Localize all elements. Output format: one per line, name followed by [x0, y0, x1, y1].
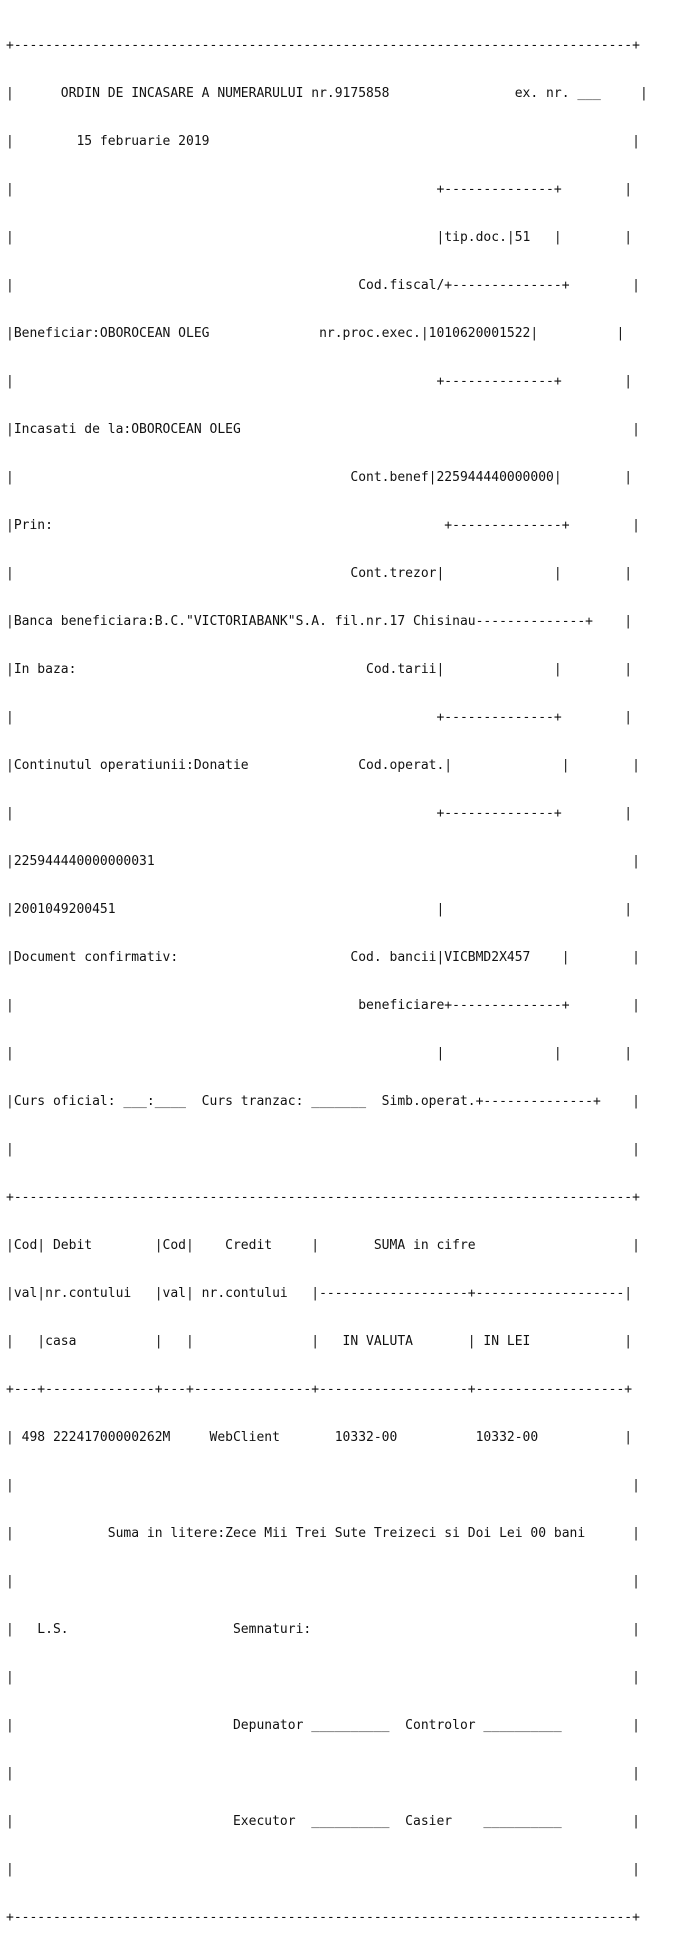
- doc-line: | |: [6, 1670, 640, 1685]
- signatures-line: | L.S. Semnaturi: |: [6, 1622, 640, 1637]
- doc-beneficiary-bank-line: | beneficiare+--------------+ |: [6, 998, 640, 1013]
- doc-line: +-------------------------------------------------------------------------------+: [6, 1190, 640, 1205]
- table-divider: +---+--------------+---+---------------+-------------------+-------------------+: [6, 1382, 633, 1397]
- doc-cont-benef-line: | Cont.benef|225944440000000| |: [6, 470, 633, 485]
- doc-account-number-line: |225944440000000031 |: [6, 854, 640, 869]
- cash-receipt-order-document: [6, 6, 648, 1942]
- amount-in-words-line: | Suma in litere:Zece Mii Trei Sute Treizeci si Doi Lei 00 bani |: [6, 1526, 640, 1541]
- executor-casier-line: | Executor __________ Casier __________ |: [6, 1814, 640, 1829]
- doc-line: | +--------------+ |: [6, 182, 633, 197]
- doc-line: | +--------------+ |: [6, 710, 633, 725]
- doc-line: | |: [6, 1862, 640, 1877]
- doc-prin-line: |Prin: +--------------+ |: [6, 518, 640, 533]
- doc-cod-fiscal-line: | Cod.fiscal/+--------------+ |: [6, 278, 640, 293]
- doc-operation-content-line: |Continutul operatiunii:Donatie Cod.operat.| | |: [6, 758, 640, 773]
- table-header-row: |val|nr.contului |val| nr.contului |-------------------+-------------------|: [6, 1286, 633, 1301]
- doc-line: | | | |: [6, 1046, 633, 1061]
- doc-bank-line: |Banca beneficiara:B.C."VICTORIABANK"S.A. fil.nr.17 Chisinau--------------+ |: [6, 614, 633, 629]
- doc-beneficiary-line: |Beneficiar:OBOROCEAN OLEG nr.proc.exec.|1010620001522| |: [6, 326, 625, 341]
- doc-exchange-rate-line: |Curs oficial: ___:____ Curs tranzac: _______ Simb.operat.+--------------+ |: [6, 1094, 640, 1109]
- doc-title-line: | ORDIN DE INCASARE A NUMERARULUI nr.9175858 ex. nr. ___ |: [6, 86, 648, 101]
- doc-line: | |: [6, 1142, 640, 1157]
- doc-idno-line: |2001049200451 | |: [6, 902, 633, 917]
- table-row: | 498 22241700000262M WebClient 10332-00 10332-00 |: [6, 1430, 633, 1445]
- doc-date-line: | 15 februarie 2019 |: [6, 134, 640, 149]
- doc-line: +-------------------------------------------------------------------------------+: [6, 1910, 640, 1925]
- doc-line: | |: [6, 1574, 640, 1589]
- doc-line: | +--------------+ |: [6, 374, 633, 389]
- table-header-row: | |casa | | | IN VALUTA | IN LEI |: [6, 1334, 633, 1349]
- doc-line: | +--------------+ |: [6, 806, 633, 821]
- doc-bank-code-line: |Document confirmativ: Cod. bancii|VICBMD2X457 | |: [6, 950, 640, 965]
- doc-line: | |: [6, 1478, 640, 1493]
- depunator-controlor-line: | Depunator __________ Controlor __________ |: [6, 1718, 640, 1733]
- doc-line: | |: [6, 1766, 640, 1781]
- doc-line: +-------------------------------------------------------------------------------+: [6, 38, 640, 53]
- doc-tip-doc-line: | |tip.doc.|51 | |: [6, 230, 633, 245]
- doc-payer-line: |Incasati de la:OBOROCEAN OLEG |: [6, 422, 640, 437]
- table-header-row: |Cod| Debit |Cod| Credit | SUMA in cifre |: [6, 1238, 640, 1253]
- doc-in-baza-line: |In baza: Cod.tarii| | |: [6, 662, 633, 677]
- doc-cont-trezor-line: | Cont.trezor| | |: [6, 566, 633, 581]
